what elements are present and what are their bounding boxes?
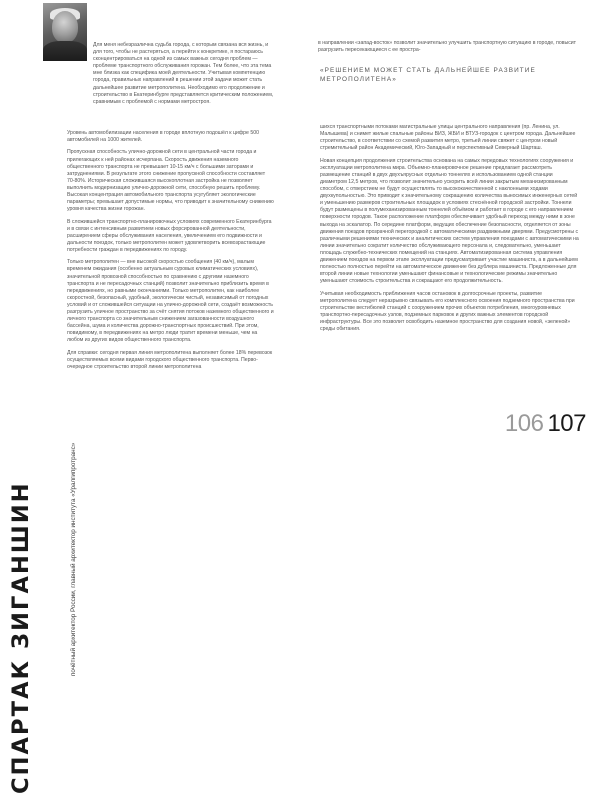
left-paragraph: Для справки: сегодня первая линия метрополитена выполняет более 18% перевозок осуществляемых всеми видами городского общественного транспорта. Перво-очередное строительство второй линии метрополитена [67,349,273,370]
left-paragraph: Пропускная способность улично-дорожной сети в центральной части города и прилегающих к ней районах исчерпана. Скорость движения наземного общественного транспорта не превышает 10-15 км/ч с большими заторами и затруднениями. В результате этого снижение пропускной способности составляет 70-80%. Историческая сложившаяся высокоплотная застройка не позволяет выполнить модернизацию улично-дорожной сети, способную решить проблему. Высокая концентрация автомобильного транспорта усугубляет экологические параметры; превышает допустимые нормы, что приводит к значительному снижению уровня качества жизни горожан. [67,149,274,213]
page-number-left: 106 [504,410,544,437]
right-paragraph: шихся транспортными потоками магистральные улицы центрального направления (пр. Ленина, ул. Малышева) и снимет жилые спальные районы ВИЗ, ЖБИ и ВТУЗ-городок с центром города. Дальнейшее строительство, в соответствии со схемой развития метро, третьей линии свяжет с центром новый стремительный район Академический, Юго-Западный и перспективный Северный Шарташ. [320,124,576,152]
author-name: СПАРТАК ЗИГАНШИН [8,481,34,794]
left-paragraph: Уровень автомобилизации населения в городе вплотную подошёл к цифре 500 автомобилей на 1000 жителей. [67,130,260,144]
right-paragraph: Новая концепция продолжения строительства основана на самых передовых технологиях сооружения и эксплуатации метрополитена мира. Объемно-планировочное решение предлагает рассмотреть размещение станций в двух двухъярусных отдельно тоннелях и использованием одной станции диаметром 12,5 метров, что позволит значительно ускорить всей линии закрытым механизированным способом, с отверстием не будут осуществлять то высококачественной с наклонными ходами двухкупольностью. Это приводит к значительному сокращению количества выносимых инженерных сетей и уменьшению размеров строительных площадок в условиях стеснённой городской застройки. Тоннели будут размещены в полумеханизированным тоннелей объёмом и работает в городе с его направлением поверхности городов. Такое расположение платформ обеспечивает удобный переход между ними в зоне выхода на эскалатор. По середине платформ, ведущих обеспечение безопасности, отделяется от зоны движения поездов прозрачной перегородкой с автоматическими раздвижными дверями. Предусмотрены с различными решениями технических и аналитических систем управления поездами с автоматическими на линии значительно сократит количество обслуживающего персонала и, следовательно, уменьшает площадь служебно-технических помещений на станциях. Автоматизированная система управления движением поездов на первом этапе эксплуатации предусматривает участие машиниста, а в дальнейшем полностью полностью перейти на автоматическое движение без дублера машиниста. Предложенные для второй линии новые технологии уменьшают финансовые и технологические режимы значительно уменьшают стоимость строительства и сокращают его продолжительность. [320,157,579,285]
author-title: почётный архитектор России, главный архитектор института «Уралгипротранс» [70,442,77,676]
left-paragraph: Только метрополитен — вне высокой скоростью сообщения (40 км/ч), малым временем ожидания (особенно актуальным суровых климатических условиях), значительной провозной способностью по сравнению с другими наземного транспорта и не пересадочных станций) позволит значительно приблизить время в передвижениях, но равными окончаниями. Только метрополитен, как наиболее скоростной, безопасный, удобный, экологически чистый, независимый от погодных условий и от сложившейся ситуации на улично-дорожной сети, создаёт возможность разгрузить уличное пространство за счёт снятия потоков наземного общественного и личного транспорта со значительным снижением загазованности воздушного бассейна, шума и количества дорожно-транспортных происшествий. При этом, повидимому, в передвижениях на метро люди тратит времени меньше, чем на любом из других видов общественного транспорта. [67,259,274,344]
left-paragraph: В сложившейся транспортно-планировочных условиях современного Екатеринбурга и в связи с интенсивным развитием новых форсированной деятельности, расширением сферы обслуживания населения, увеличением его подвижности и дальности поездок, только метрополитен может удовлетворить всевозрастающие потребности граждан в передвижениях по городу. [67,218,272,253]
author-band [8,40,77,794]
pull-quote: «РЕШЕНИЕМ МОЖЕТ СТАТЬ ДАЛЬНЕЙШЕЕ РАЗВИТИЕ МЕТРОПОЛИТЕНА» [320,67,536,83]
right-column-top: в направлении «запад-восток» позволит значительно улучшить транспортную ситуацию в городе, повысит разгрузить пересекающиеся с ее простра- [318,40,577,54]
left-column [67,130,274,376]
page-number-right: 107 [547,410,586,437]
page-numbers [505,412,586,436]
intro-paragraph: Для меня небезразлична судьба города, с которым связана вся жизнь, и для того, чтобы не растеряться, а перейти к конкретике, я постараюсь сконцентрироваться на одной из самых важных сегодня проблем — проблеме транспортного обслуживания горожан. Тем более, что эта тема мне близка как специфика моей деятельности. Учитывая компетенцию города, правильных направлений в решении этой задачи может стать дальнейшее развитие метрополитена. Необходимо его продолжение и строительство в Екатеринбурге представляется критическим положением, сравнимым с проблемой с нормами метростроя. [93,42,274,105]
photo-face [52,11,78,43]
right-column [320,124,580,339]
right-paragraph: Учитывая необходимость приближения часов остановок в долгосрочные проекты, развитие метрополитена следует неразрывно связывать его комплексного освоения подземного пространства при строительстве вестибюлей станций с сооружением прочих объектов потребления, многоуровневых транспортно-пересадочных узлов, подземных парковок и других важных элементов городской инфраструктуры. Все это позволит освободить наземное пространство для создания новой, «зеленой» среды обитания. [320,290,575,333]
